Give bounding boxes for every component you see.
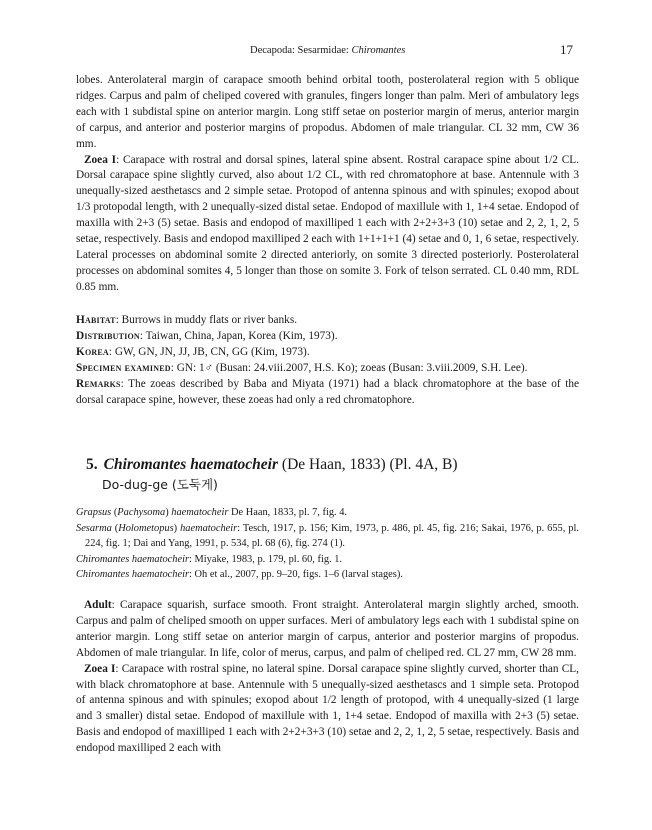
zoea-text: : Carapace with rostral and dorsal spines, lateral spine absent. Rostral carapace spine about 1/2 CL. Dorsal carapace spine slightly curved, also about 1/2 CL, with red chromatophore at base. Antennule with 3 unequally-sized aesthetascs and 2 simple setae. Protopod of antenna spinous and with spinules; exopod about 1/3 protopodal length, with 2 unequally-sized distal setae. Endopod of maxillule with 1, 1+4 setae. Endopod of maxilla with 2+3 (5) setae. Basis and endopod of maxilliped 1 each with 2+2+3+3 (10) setae and 2, 2, 1, 2, 5 setae, respectively. Basis and endopod maxilliped 2 each with 1+1+1+1 (4) setae and 0, 1, 6 setae, respectively. Lateral processes on abdominal somite 2 directed anteriorly, on somite 3 directed posteriorly. Posterolateral processes on abdominal somites 4, 5 longer than those on somite 3. Fork of telson serrated. CL 0.40 mm, RDL 0.85 mm. [76,153,579,293]
synonym-citation: De Haan, 1833, pl. 7, fig. 4. [228,507,348,518]
habitat-line [76,313,579,329]
species-number: 5. [86,456,98,473]
distribution-line [76,329,579,345]
running-head-prefix: Decapoda: Sesarmidae: [250,45,352,56]
synonym-subgenus: Pachysoma [117,507,166,518]
synonym-name: Chiromantes haematocheir [76,569,190,581]
running-head-genus: Chiromantes [351,45,406,56]
synonym-genus: Sesarma [76,522,112,534]
synonym-entry [76,552,579,568]
zoea-text: : Carapace with rostral spine, no lateral spine. Dorsal carapace spine slightly curved, shorter than CL, with black chromatophore at base. Antennule with 5 unequally-sized aesthetascs and 1 simple seta. Protopod of antenna spinous and with spinules; exopod about 1/2 length of protopod, with 4 unequally-sized (1 large and 3 smaller) distal setae. Endopod of maxillule with 1, 1+4 setae. Endopod of maxilla with 2+3 (5) setae. Basis and endopod of maxilliped 1 each with 2+2+3+3 (10) setae and 2, 2, 1, 2, 5 setae, respectively. Basis and endopod maxilliped 2 each with [76,662,579,755]
remarks-label: Remarks [76,377,121,390]
synonym-citation: : Miyake, 1983, p. 179, pl. 60, fig. 1. [189,553,343,565]
synonym-name: Chiromantes haematocheir [76,553,190,565]
synonym-entry: Sesarma (Holometopus) haematocheir: Tesch, 1917, p. 156; Kim, 1973, p. 486, pl. 45, fig. 216; Sakai, 1976, p. 655, pl. 224, fig. 1; Dai and Yang, 1991, p. 534, pl. 68 (6), fig. 274 (1). [76,522,579,550]
korea-line [76,345,579,361]
remarks-text: : The zoeas described by Baba and Miyata (1971) had a black chromatophore at the base of the dorsal carapace spine, however, these zoeas had only a red chromatophore. [76,377,579,406]
zoea-paragraph [76,153,579,296]
remarks-line [76,377,579,409]
zoea-label: Zoea I [84,153,117,166]
species-heading [86,455,586,475]
page-number: 17 [560,42,573,57]
specimen-text: : GN: 1♂ (Busan: 24.viii.2007, H.S. Ko); zoeas (Busan: 3.viii.2009, S.H. Lee). [170,361,528,374]
adult-label: Adult [84,599,112,611]
synonym-citation: : Oh et al., 2007, pp. 9–20, figs. 1–6 (larval stages). [189,569,403,581]
zoea-paragraph [76,662,579,757]
common-name: Do-dug-ge (도둑게) [102,477,218,492]
habitat-label: Habitat [76,314,116,326]
adult-text: : Carapace squarish, surface smooth. Front straight. Anterolateral margin slightly arched, smooth. Carpus and palm of cheliped smooth on upper surfaces. Meri of ambulatory legs each with 1 subdistal spine on anterior margin. Long stiff setae on anterior margin of carpus, anterior and posterior margins of propodus. Abdomen of male triangular. In life, color of merus, carpus, and palm of cheliped red. CL 27 mm, CW 28 mm. [76,599,579,659]
korea-label: Korea [76,345,109,358]
adult-paragraph: lobes. Anterolateral margin of carapace smooth behind orbital tooth, posterolateral region with 5 oblique ridges. Carpus and palm of cheliped covered with granules, fingers longer than palm. Meri of ambulatory legs each with 1 subdistal spine on anterior margin. Long stiff setae on posterior margin of merus, anterior margin of carpus, and anterior and posterior margins of propodus. Abdomen of male triangular. CL 32 mm, CW 36 mm. [76,74,579,150]
synonym-epithet: haematocheir [171,507,229,518]
previous-species-metadata [76,313,579,408]
synonym-entry: Grapsus (Pachysoma) haematocheir De Haan, 1833, pl. 7, fig. 4. [76,507,348,518]
distribution-text: : Taiwan, China, Japan, Korea (Kim, 1973). [139,329,338,342]
korea-text: : GW, GN, JN, JJ, JB, CN, GG (Kim, 1973). [108,345,310,358]
synonym-citation: : Tesch, 1917, p. 156; Kim, 1973, p. 486, pl. 45, fig. 216; Sakai, 1976, p. 655, pl. 224, fig. 1; Dai and Yang, 1991, p. 534, pl. 68 (6), fig. 274 (1). [85,522,579,550]
adult-paragraph [76,598,579,662]
synonym-epithet: haematocheir [180,522,238,534]
synonym-entry [76,567,579,583]
specimen-line [76,361,579,377]
synonym-genus: Grapsus [76,507,112,518]
synonymy-list [76,505,579,583]
species-description [76,598,579,757]
synonym-subgenus: Holometopus [118,522,174,534]
specimen-label: Specimen examined [76,361,171,374]
species-name: Chiromantes haematocheir [103,456,279,473]
habitat-text: : Burrows in muddy flats or river banks. [115,314,298,326]
distribution-label: Distribution [76,329,140,342]
running-head [250,45,405,56]
previous-species-description [76,73,579,296]
species-authority: (De Haan, 1833) (Pl. 4A, B) [278,456,458,473]
zoea-label: Zoea I [84,662,116,675]
